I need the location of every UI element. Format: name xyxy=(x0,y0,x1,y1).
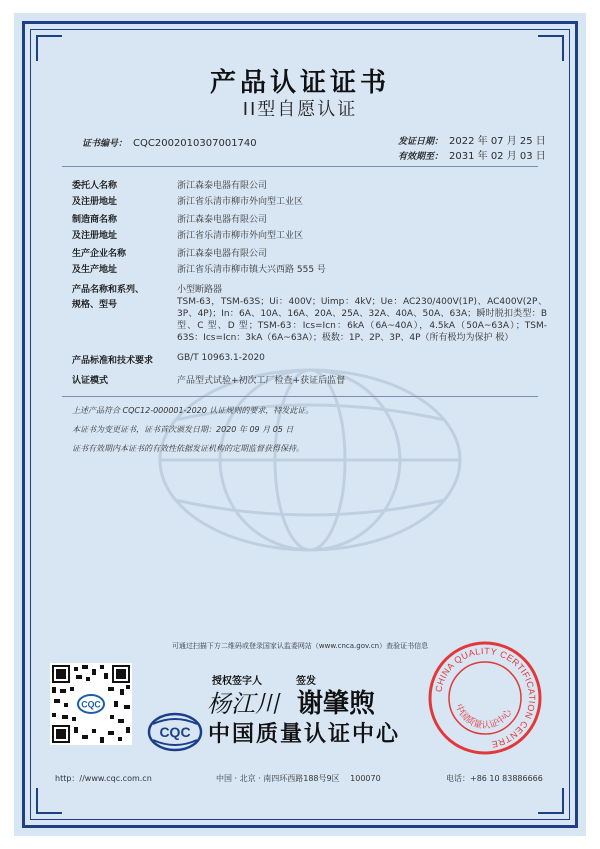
cert-number xyxy=(82,136,257,149)
standard-label: 产品标准和技术要求 xyxy=(72,356,154,366)
maker-addr-value: 浙江省乐清市柳市外向型工业区 xyxy=(177,231,304,241)
mode-value: 产品型式试验+初次工厂检查+获证后监督 xyxy=(177,376,346,386)
issue-date xyxy=(398,132,546,147)
issue-date-value: 2022 年 07 月 25 日 xyxy=(449,136,546,147)
note-validity: 证书有效期内本证书的有效性依据发证机构的定期监督获得保持。 xyxy=(72,444,304,453)
corner-ornament xyxy=(538,788,564,814)
seal-inner-text: 中国质量认证中心 xyxy=(452,702,515,732)
issue-date-label: 发证日期： xyxy=(398,137,444,147)
client-value: 浙江森泰电器有限公司 xyxy=(177,181,268,191)
official-seal xyxy=(427,640,543,756)
seal-outer-text: CHINA QUALITY CERTIFICATION CENTRE xyxy=(433,645,538,750)
corner-ornament xyxy=(36,35,62,61)
footer-phone: 电话：+86 10 83886666 xyxy=(446,774,543,783)
maker-label: 制造商名称 xyxy=(72,215,118,225)
cqc-watermark-globe xyxy=(150,360,470,560)
product-label: 产品名称和系列、 xyxy=(72,285,145,295)
divider xyxy=(62,166,538,167)
mode-label: 认证模式 xyxy=(72,376,109,386)
note-change: 本证书为变更证书，证书首次颁发日期：2020 年 09 月 05 日 xyxy=(72,425,294,434)
issuer-signature: 谢肇煦 xyxy=(297,689,376,719)
verify-instruction: 可通过扫描下方二维码或登录国家认监委网站（www.cnca.gov.cn）查验证书信息 xyxy=(171,642,429,650)
corner-ornament xyxy=(36,788,62,814)
factory-label: 生产企业名称 xyxy=(72,249,127,259)
maker-addr-label: 及注册地址 xyxy=(72,231,118,241)
standard-value: GB/T 10963.1-2020 xyxy=(177,353,265,363)
authorized-signature: 杨江川 xyxy=(207,690,279,718)
product-label-spec: 规格、型号 xyxy=(72,300,118,310)
client-addr-label: 及注册地址 xyxy=(72,197,118,207)
cqc-logo-icon xyxy=(147,712,203,752)
issuer-label: 签发 xyxy=(296,676,316,687)
qr-logo-text: CQC xyxy=(81,699,101,710)
divider xyxy=(62,396,538,397)
product-spec: TSM-63，TSM-63S；Ui：400V；Uimp：4kV；Ue：AC230/400V(1P)、AC400V(2P、3P、4P)；In：6A、10A、16A、20A、25A、32A、40A、50A、63A；瞬时脱扣类型：B 型、C 型、D 型；TSM-63：Ics=Icn：6kA（6A~40A），4.5kA（50A~63A）；TSM-63S：Ics=Icn：3kA（6A~63A）；极数：1P、2P、3P、4P（所有极均为保护 极） xyxy=(177,297,547,343)
factory-addr-label: 及生产地址 xyxy=(72,265,118,275)
maker-value: 浙江森泰电器有限公司 xyxy=(177,215,268,225)
authorized-signer-label: 授权签字人 xyxy=(212,676,262,687)
client-addr-value: 浙江省乐清市柳市外向型工业区 xyxy=(177,197,304,207)
valid-date xyxy=(398,147,546,162)
footer-website[interactable]: http：//www.cqc.com.cn xyxy=(55,774,152,783)
product-name: 小型断路器 xyxy=(177,285,223,295)
cert-number-label: 证书编号： xyxy=(82,139,128,149)
factory-addr-value: 浙江省乐清市柳市镇大兴西路 555 号 xyxy=(177,265,326,275)
corner-ornament xyxy=(538,35,564,61)
valid-date-value: 2031 年 02 月 03 日 xyxy=(449,151,546,162)
organization-name: 中国质量认证中心 xyxy=(208,722,401,747)
certificate-subtitle: II型自愿认证 xyxy=(242,99,358,120)
cert-number-value: CQC2002010307001740 xyxy=(133,138,257,149)
certificate-title: 产品认证证书 xyxy=(209,68,390,98)
valid-date-label: 有效期至： xyxy=(398,152,444,162)
qr-code[interactable] xyxy=(50,663,132,745)
note-rule: 上述产品符合 CQC12-000001-2020 认证规则的要求，特发此证。 xyxy=(72,406,314,415)
footer-address: 中国 · 北京 · 南四环西路188号9区 100070 xyxy=(216,774,381,783)
client-label: 委托人名称 xyxy=(72,181,118,191)
logo-text: CQC xyxy=(159,724,191,740)
factory-value: 浙江森泰电器有限公司 xyxy=(177,249,268,259)
